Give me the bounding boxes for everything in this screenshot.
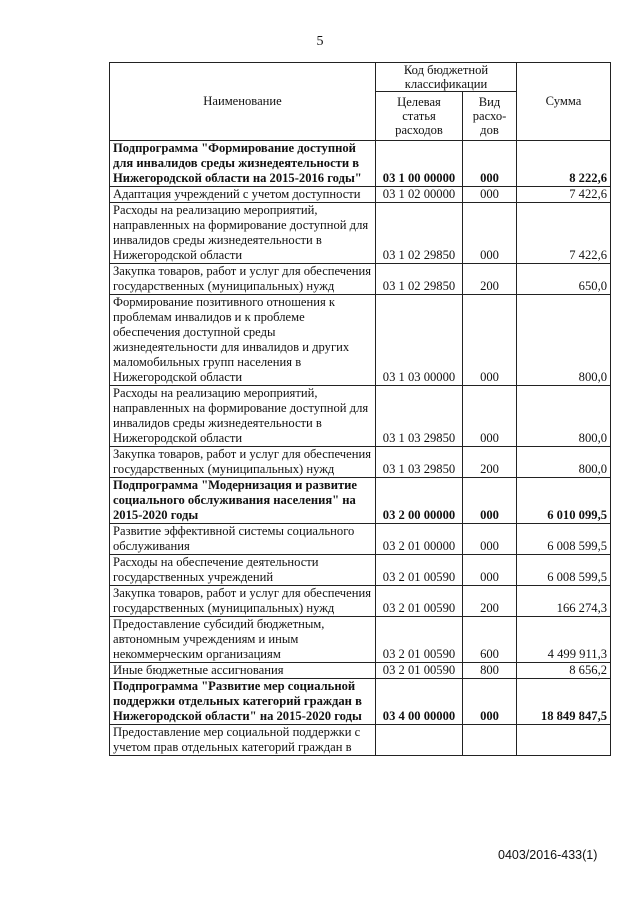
row-amount: 6 010 099,5: [517, 478, 611, 524]
budget-table: [109, 62, 611, 756]
row-amount: 650,0: [517, 264, 611, 295]
row-code: 03 4 00 00000: [376, 679, 463, 725]
row-amount: 18 849 847,5: [517, 679, 611, 725]
row-code: 03 1 03 00000: [376, 295, 463, 386]
row-code: 03 2 00 00000: [376, 478, 463, 524]
row-name: Расходы на реализацию мероприятий, направленных на формирование доступной для инвалидов среды жизнедеятельности в Нижегородской области: [110, 386, 376, 447]
row-code: 03 1 03 29850: [376, 447, 463, 478]
row-type: 800: [463, 663, 517, 679]
table-row: [110, 203, 611, 264]
row-code: 03 2 01 00590: [376, 555, 463, 586]
row-type: 000: [463, 555, 517, 586]
row-type: 000: [463, 203, 517, 264]
row-type: [463, 725, 517, 756]
table-row: [110, 187, 611, 203]
row-amount: 4 499 911,3: [517, 617, 611, 663]
row-name: Расходы на реализацию мероприятий, направленных на формирование доступной для инвалидов среды жизнедеятельности в Нижегородской области: [110, 203, 376, 264]
row-amount: 7 422,6: [517, 187, 611, 203]
row-type: 000: [463, 524, 517, 555]
row-name: Развитие эффективной системы социального обслуживания: [110, 524, 376, 555]
row-code: 03 1 02 29850: [376, 203, 463, 264]
row-type: 000: [463, 478, 517, 524]
row-name: Расходы на обеспечение деятельности государственных учреждений: [110, 555, 376, 586]
row-name: Закупка товаров, работ и услуг для обеспечения государственных (муниципальных) нужд: [110, 264, 376, 295]
row-amount: 8 656,2: [517, 663, 611, 679]
header-expense-type: Вид расхо-дов: [463, 92, 517, 141]
row-amount: [517, 725, 611, 756]
row-code: 03 2 01 00590: [376, 586, 463, 617]
document-code: 0403/2016-433(1): [498, 848, 598, 862]
table-row: [110, 555, 611, 586]
row-code: 03 1 03 29850: [376, 386, 463, 447]
header-target-article: Целевая статья расходов: [376, 92, 463, 141]
table-row: [110, 663, 611, 679]
row-amount: 800,0: [517, 447, 611, 478]
row-amount: 7 422,6: [517, 203, 611, 264]
row-type: 600: [463, 617, 517, 663]
row-name: Адаптация учреждений с учетом доступности: [110, 187, 376, 203]
row-code: 03 1 02 00000: [376, 187, 463, 203]
header-name: Наименование: [110, 63, 376, 141]
table-row: [110, 725, 611, 756]
row-code: 03 1 00 00000: [376, 141, 463, 187]
table-row: [110, 141, 611, 187]
row-type: 200: [463, 586, 517, 617]
row-code: 03 1 02 29850: [376, 264, 463, 295]
row-amount: 166 274,3: [517, 586, 611, 617]
row-code: 03 2 01 00590: [376, 617, 463, 663]
row-amount: 6 008 599,5: [517, 555, 611, 586]
row-amount: 800,0: [517, 295, 611, 386]
row-type: 000: [463, 386, 517, 447]
row-name: Подпрограмма "Развитие мер социальной поддержки отдельных категорий граждан в Нижегородской области" на 2015-2020 годы: [110, 679, 376, 725]
row-name: Формирование позитивного отношения к проблемам инвалидов и к проблеме обеспечения доступной среды жизнедеятельности для инвалидов и других маломобильных групп населения в Нижегородской области: [110, 295, 376, 386]
header-code-group: Код бюджетной классификации: [376, 63, 517, 92]
row-name: Иные бюджетные ассигнования: [110, 663, 376, 679]
row-name: Закупка товаров, работ и услуг для обеспечения государственных (муниципальных) нужд: [110, 447, 376, 478]
row-amount: 800,0: [517, 386, 611, 447]
table-row: [110, 386, 611, 447]
row-type: 000: [463, 679, 517, 725]
table-row: [110, 478, 611, 524]
table-row: [110, 586, 611, 617]
table-row: [110, 524, 611, 555]
page-number: 5: [316, 34, 324, 49]
table-row: [110, 295, 611, 386]
row-name: Предоставление субсидий бюджетным, автономным учреждениям и иным некоммерческим организациям: [110, 617, 376, 663]
table-row: [110, 447, 611, 478]
row-code: 03 2 01 00590: [376, 663, 463, 679]
header-row: [110, 63, 611, 92]
row-amount: 8 222,6: [517, 141, 611, 187]
row-name: Закупка товаров, работ и услуг для обеспечения государственных (муниципальных) нужд: [110, 586, 376, 617]
row-type: 200: [463, 447, 517, 478]
row-name: Подпрограмма "Формирование доступной для инвалидов среды жизнедеятельности в Нижегородской области на 2015-2016 годы": [110, 141, 376, 187]
row-name: Предоставление мер социальной поддержки с учетом прав отдельных категорий граждан в: [110, 725, 376, 756]
row-type: 000: [463, 187, 517, 203]
row-type: 000: [463, 295, 517, 386]
table-row: [110, 679, 611, 725]
row-code: [376, 725, 463, 756]
header-sum: Сумма: [517, 63, 611, 141]
table-row: [110, 617, 611, 663]
row-code: 03 2 01 00000: [376, 524, 463, 555]
row-name: Подпрограмма "Модернизация и развитие социального обслуживания населения" на 2015-2020 годы: [110, 478, 376, 524]
row-amount: 6 008 599,5: [517, 524, 611, 555]
row-type: 200: [463, 264, 517, 295]
row-type: 000: [463, 141, 517, 187]
table-row: [110, 264, 611, 295]
